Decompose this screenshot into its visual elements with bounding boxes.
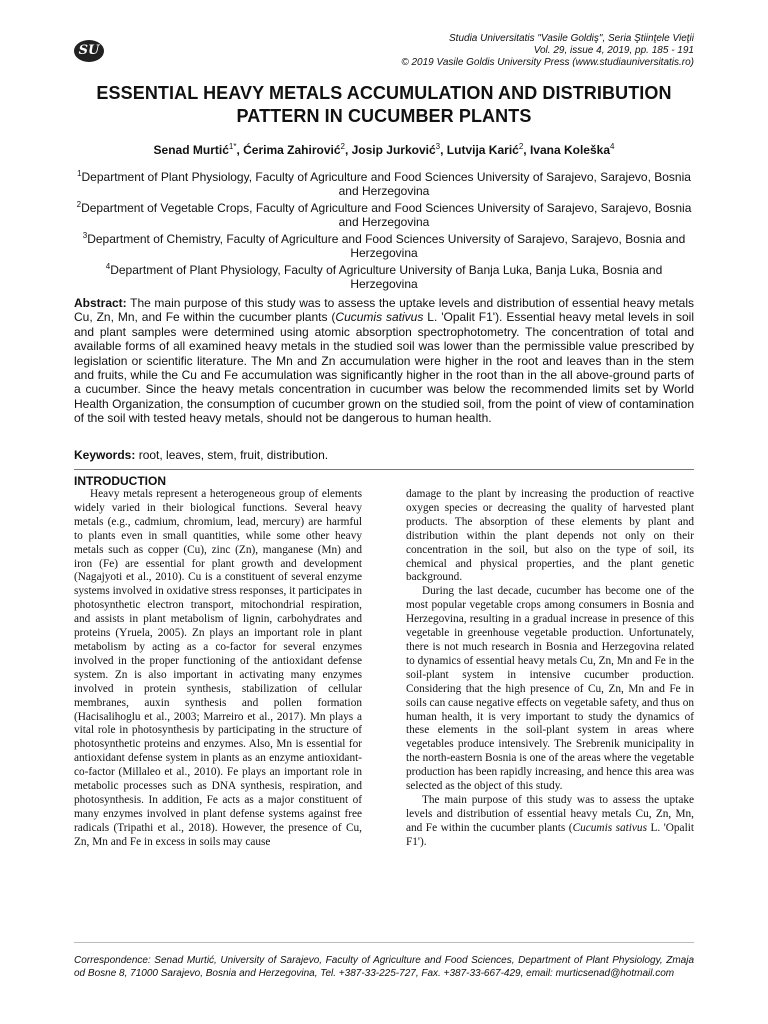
keywords-label: Keywords: bbox=[74, 448, 136, 462]
correspondence-footnote: Correspondence: Senad Murtić, University of Sarajevo, Faculty of Agriculture and Food Sciences, Department of Plant Physiology, Zmaja od Bosne 8, 71000 Sarajevo, Bosnia and Herzegovina, Tel. +387-33-225-727, Fax. +387-33-667-429, email: murticsenad@hotmail.com bbox=[74, 942, 694, 980]
author-5: Ivana Koleška$^4$ bbox=[529, 142, 615, 157]
journal-copyright: © 2019 Vasile Goldis University Press (www.studiauniversitatis.ro) bbox=[401, 57, 694, 68]
paper-title: ESSENTIAL HEAVY METALS ACCUMULATION AND DISTRIBUTION PATTERN IN CUCUMBER PLANTS bbox=[96, 83, 672, 126]
author-list bbox=[74, 139, 694, 158]
journal-name: Studia Universitatis "Vasile Goldiş", Seria Ştiinţele Vieţii bbox=[449, 33, 694, 44]
text-column-right bbox=[406, 488, 694, 850]
journal-header bbox=[334, 33, 694, 69]
abstract-label: Abstract: bbox=[74, 296, 127, 310]
keywords bbox=[74, 448, 694, 462]
intro-paragraph-3: The main purpose of this study was to assess the uptake levels and distribution of essential heavy metals Cu, Zn, Mn, and Fe within the cucumber plants (Cucumis sativus L. 'Opalit F1'). bbox=[406, 793, 694, 848]
affiliation-2: $^2$Department of Vegetable Crops, Faculty of Agriculture and Food Sciences University of Sarajevo, Sarajevo, Bosnia and Herzegovina bbox=[76, 200, 692, 229]
text-column-left bbox=[74, 488, 362, 850]
affiliation-1: $^1$Department of Plant Physiology, Faculty of Agriculture and Food Sciences University of Sarajevo, Sarajevo, Bosnia and Herzegovina bbox=[77, 169, 691, 198]
intro-paragraph-2: During the last decade, cucumber has become one of the most popular vegetable crops among consumers in Bosnia and Herzegovina, resulting in a gradual increase in presence of this vegetable in greenhouse vegetable production. Unfortunately, there is not much research in Bosnia and Herzegovina related to dynamics of essential heavy metals Cu, Zn, Mn and Fe in the soil-plant system in intensive cucumber production. Considering that the high presence of Cu, Zn, Mn and Fe in soils can cause negative effects on vegetable safety, and thus on human health, it is very important to study the dynamics of these elements in the soil-plant system in areas where vegetables produce intensively. The Srebrenik municipality in the north-eastern Bosnia is one of the areas where the vegetable production has been rapidly increasing, and hence this area was selected as the object of this study. bbox=[406, 585, 695, 793]
affiliations bbox=[74, 167, 694, 291]
affiliation-3: $^3$Department of Chemistry, Faculty of Agriculture and Food Sciences University of Sarajevo, Sarajevo, Bosnia and Herzegovina bbox=[82, 231, 686, 260]
author-3: Josip Jurković$^3$, bbox=[351, 142, 447, 157]
journal-logo: SU bbox=[74, 40, 104, 62]
author-2: Ćerima Zahirović$^2$, bbox=[243, 142, 352, 157]
author-1: Senad Murtić$^{1*}$, bbox=[153, 142, 244, 157]
intro-paragraph-1-continued: damage to the plant by increasing the production of reactive oxygen species or decreasing the quality of harvested plant products. The absorption of these elements by plant and distribution within the plant depends not only on their concentration in the soil, but also on the type of soil, its chemical and physical properties, and the plant genetic background. bbox=[406, 488, 694, 584]
journal-volume: Vol. 29, issue 4, 2019, pp. 185 - 191 bbox=[533, 45, 694, 56]
author-4: Lutvija Karić$^2$, bbox=[446, 142, 530, 157]
section-heading-introduction: INTRODUCTION bbox=[74, 474, 166, 488]
keywords-text: root, leaves, stem, fruit, distribution. bbox=[138, 448, 329, 462]
abstract: Abstract: The main purpose of this study was to assess the uptake levels and distribution of essential heavy metals Cu, Zn, Mn, and Fe within the cucumber plants (Cucumis sativus L. 'Opalit F1'). Essential heavy metal levels in soil and plant samples were determined using atomic absorption spectrophotometry. The concentration of total and available forms of all examined heavy metals in the studied soil was lower than the permissible value prescribed by legislation or scientific literature. The Mn and Zn accumulation were higher in the root and leaves than in the stem and fruits, while the Cu and Fe accumulation was significantly higher in the root than in the all above-ground parts of a cucumber. Since the heavy metals concentration in cucumber was below the recommended limits set by World Health Organization, the consumption of cucumber grown on the studied soil, from the point of view of contamination of the soil with tested heavy metals, should not be dangerous to human health. bbox=[74, 296, 695, 426]
intro-paragraph-1: Heavy metals represent a heterogeneous group of elements widely varied in their biological functions. Several heavy metals (e.g., cadmium, chromium, lead, mercury) are harmful to plants even in small quantities, while some other heavy metals such as copper (Cu), zinc (Zn), manganese (Mn) and iron (Fe) are essential for plant growth and development (Nagajyoti et al., 2010). Cu is a constituent of several enzyme systems involved in oxidative stress responses, it participates in photosynthetic electron transport, mitochondrial respiration, and assists in plant metabolism of lignin, carbohydrates and proteins (Yruela, 2005). Zn plays an important role in plant metabolism by acting as a co-factor for several enzymes involved in the proper functioning of the antioxidant defense system. Zn is also important in activating many enzymes involved in protein synthesis, stabilization of cellular membranes, auxin synthesis and pollen formation (Hacisalihoglu et al., 2003; Marreiro et al., 2017). Mn plays a vital role in photosynthesis by participating in the structure of photosynthetic proteins and enzymes. Also, Mn is essential for antioxidant defense system in plants as an enzyme antioxidant-co-factor (Millaleo et al., 2010). Fe plays an important role in metabolic processes such as DNA synthesis, respiration, and photosynthesis. In addition, Fe acts as a major constituent of many enzymes involved in plant defense systems against free radicals (Tripathi et al., 2018). However, the presence of Cu, Zn, Mn and Fe in excess in soils may cause bbox=[74, 488, 362, 848]
section-divider bbox=[74, 469, 694, 470]
affiliation-4: $^4$Department of Plant Physiology, Faculty of Agriculture University of Banja Luka, Banja Luka, Bosnia and Herzegovina bbox=[105, 262, 663, 291]
